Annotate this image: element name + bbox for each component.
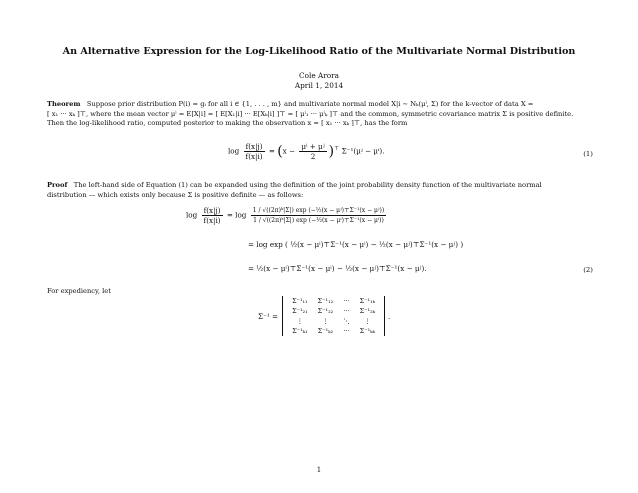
equation-2-row-3: = ½(x − μⁱ)⊤Σ⁻¹(x − μⁱ) − ½(x − μʲ)⊤Σ⁻¹(x − μʲ). bbox=[248, 264, 427, 273]
matrix-body bbox=[282, 296, 385, 336]
theorem-block bbox=[47, 100, 593, 129]
eq1-number: (1) bbox=[583, 150, 593, 158]
proof-line-1: The left-hand side of Equation (1) can be expanded using the definition of the joint probability density function of the multivariate normal bbox=[73, 181, 542, 189]
page-number: 1 bbox=[316, 466, 322, 474]
author: Cole Arora bbox=[299, 71, 339, 80]
equation-2-row-1: log $\frac{f(x|j)}{f(x|i)}$ = log $\frac{\text{1 / √((2π)ᵏ|Σ|) exp (−½(x − μʲ)⊤Σ⁻¹(x − μʲ))}}{\text{1 / √((2π)ᵏ|Σ|) exp (−½(x − μⁱ)⊤Σ⁻¹(x − μⁱ))}}$ bbox=[186, 206, 385, 225]
eq2-number: (2) bbox=[583, 266, 593, 274]
inverse-covariance-matrix: Σ⁻¹ = Σ⁻¹₁₁ Σ⁻¹₁₂ ··· Σ⁻¹₁ₖ Σ⁻¹₂₁ Σ⁻¹₂₂ ··· Σ⁻¹₂ₖ ⋮ ⋮ ⋱ ⋮ Σ⁻¹ₖ₁ Σ⁻¹ₖ₂ ··· Σ⁻¹ₖₖ . bbox=[258, 297, 391, 335]
eq1-mean-fraction: $\frac{\text{μⁱ + μʲ}}{2}$ bbox=[301, 142, 325, 161]
matrix-cell: Σ⁻¹₁₂ bbox=[317, 297, 334, 305]
matrix-row bbox=[287, 326, 380, 336]
matrix-cell: Σ⁻¹₂ₖ bbox=[359, 307, 375, 315]
expedience-text: For expediency, let bbox=[47, 287, 111, 295]
matrix-lhs: Σ⁻¹ = bbox=[258, 311, 279, 321]
matrix-cell: ⋱ bbox=[343, 317, 350, 325]
matrix-row bbox=[287, 316, 380, 326]
eq2-density-ratio: $\frac{\text{1 / √((2π)ᵏ|Σ|) exp (−½(x − μʲ)⊤Σ⁻¹(x − μʲ))}}{\text{1 / √((2π)ᵏ|Σ|) exp (−½(x − μⁱ)⊤Σ⁻¹(x − μⁱ))}}$ bbox=[252, 207, 385, 224]
matrix-cell: ··· bbox=[343, 327, 350, 335]
theorem-line-3: Then the log-likelihood ratio, computed posterior to making the observation x = [ x₁ ··· xₖ ]⊤, has the form bbox=[47, 119, 408, 128]
matrix-cell: ⋮ bbox=[364, 317, 371, 325]
matrix-cell: ⋮ bbox=[296, 317, 304, 325]
proof-line-2: distribution — which exists only because Σ is positive definite — as follows: bbox=[47, 190, 304, 199]
proof-block bbox=[47, 181, 593, 200]
matrix-cell: ⋮ bbox=[322, 317, 329, 325]
equation-2-row-2: = log exp ( ½(x − μⁱ)⊤Σ⁻¹(x − μⁱ) − ½(x − μʲ)⊤Σ⁻¹(x − μʲ) ) bbox=[248, 240, 464, 249]
matrix-cell: Σ⁻¹ₖ₂ bbox=[317, 327, 334, 335]
eq1-lhs-fraction: $\frac{f(x|j)}{f(x|i)}$ bbox=[245, 142, 263, 161]
matrix-cell: Σ⁻¹₂₂ bbox=[317, 307, 334, 315]
theorem-line-2: [ x₁ ··· xₖ ]⊤, where the mean vector μⁱ = E[X|i] = [ E[X₁|i] ··· E[Xₖ|i] ]⊤ = [ μⁱ₁ ··· μⁱₖ ]⊤ and the common, symmetric covariance matrix Σ is positive definite. bbox=[47, 109, 574, 118]
proof-label: Proof bbox=[47, 181, 68, 189]
matrix-cell: Σ⁻¹₂₁ bbox=[292, 307, 308, 315]
eq1-rhs: Σ⁻¹(μʲ − μⁱ). bbox=[341, 146, 385, 156]
matrix-cell: Σ⁻¹ₖₖ bbox=[359, 327, 375, 335]
matrix-cell: ··· bbox=[343, 297, 350, 305]
theorem-label: Theorem bbox=[47, 100, 81, 108]
paper-title: An Alternative Expression for the Log-Likelihood Ratio of the Multivariate Normal Distribution bbox=[62, 46, 576, 57]
eq2-lhs-fraction: $\frac{f(x|j)}{f(x|i)}$ bbox=[203, 206, 221, 225]
eq1-log: log bbox=[228, 146, 240, 156]
equation-1: log $\frac{f(x|j)}{f(x|i)}$ = (x − $\frac{\text{μⁱ + μʲ}}{2}$ )⊤ Σ⁻¹(μʲ − μⁱ). bbox=[228, 142, 385, 161]
theorem-line-1: Suppose prior distribution P(i) = gᵢ for all i ∈ {1, . . . , m} and multivariate normal model X|i ∼ Nₖ(μⁱ, Σ) for the k-vector of data X = bbox=[86, 100, 534, 108]
matrix-cell: Σ⁻¹₁ₖ bbox=[359, 297, 375, 305]
matrix-row bbox=[287, 306, 380, 316]
eq1-mid: x − bbox=[282, 146, 296, 156]
matrix-row bbox=[287, 296, 380, 306]
matrix-cell: Σ⁻¹₁₁ bbox=[292, 297, 308, 305]
matrix-cell: Σ⁻¹ₖ₁ bbox=[292, 327, 308, 335]
matrix-cell: ··· bbox=[343, 307, 350, 315]
date: April 1, 2014 bbox=[294, 81, 344, 90]
